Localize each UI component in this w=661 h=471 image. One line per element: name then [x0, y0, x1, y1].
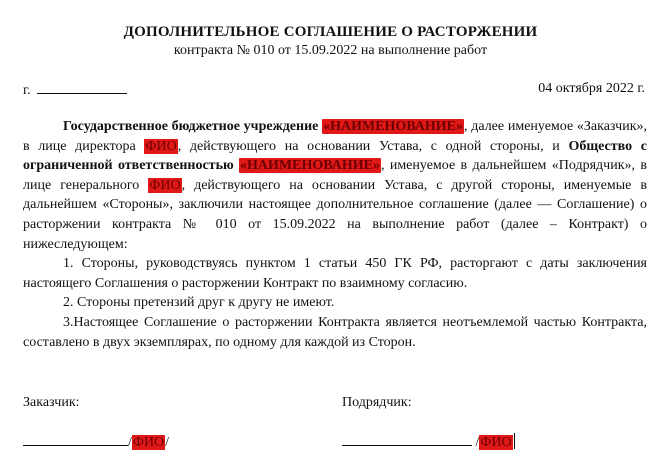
- document-body: [23, 117, 647, 352]
- parties-paragraph: [23, 117, 647, 254]
- text-cursor: [514, 433, 516, 449]
- customer-org-type: Государственное бюджетное учреждение: [63, 119, 319, 134]
- contractor-org-name-redacted: «НАИМЕНОВАНИЕ»: [240, 158, 380, 174]
- contractor-signature-blank[interactable]: [342, 431, 472, 446]
- parties-text-2: , действующего на основании Устава, с одной стороны, и: [177, 138, 560, 154]
- city-line: [23, 81, 127, 99]
- customer-signature-blank[interactable]: [23, 431, 128, 446]
- city-blank[interactable]: [37, 81, 127, 94]
- city-prefix: г.: [23, 83, 31, 98]
- document-date: 04 октября 2022 г.: [538, 81, 645, 96]
- customer-slash-open: /: [128, 435, 132, 450]
- clause-1: 1. Стороны, руководствуясь пунктом 1 статьи 450 ГК РФ, расторгают с даты заключения настоящего Соглашения о расторжении Контракт по взаимному согласию.: [23, 256, 647, 291]
- customer-signature-line: [23, 431, 169, 451]
- customer-signature-label: Заказчик:: [23, 395, 80, 410]
- contractor-slash-open: /: [475, 435, 480, 450]
- parties-text-4: , действующего на основании Устава, с другой стороны, именуемые в дальнейшем «Стороны», заключили настоящее дополнительное соглашение (далее — Соглашение) о расторжении контракта № 010 от 15.09.2022 на выполнение работ (далее – Контракт) о нижеследующем:: [23, 177, 647, 252]
- clause-2: 2. Стороны претензий друг к другу не имеют.: [63, 295, 335, 311]
- clause-3: 3.Настоящее Соглашение о расторжении Контракта является неотъемлемой частью Контракта, составлено в двух экземплярах, по одному для каждой из Сторон.: [23, 314, 647, 350]
- customer-org-name-redacted: «НАИМЕНОВАНИЕ»: [323, 119, 464, 134]
- document-title: ДОПОЛНИТЕЛЬНОЕ СОГЛАШЕНИЕ О РАСТОРЖЕНИИ: [123, 24, 538, 40]
- contractor-fio-redacted: ФИО: [480, 435, 512, 450]
- contractor-signature-line: [342, 431, 515, 451]
- contractor-signature-label: Подрядчик:: [342, 395, 412, 410]
- customer-fio-redacted: ФИО: [132, 435, 165, 450]
- customer-slash-close: /: [165, 435, 170, 450]
- parties-text-1: , далее именуемое «Заказчик», в лице директора: [23, 119, 648, 154]
- parties-text-3: , именуемое в дальнейшем «Подрядчик», в лице генерального: [23, 158, 647, 193]
- contractor-director-fio-redacted: ФИО: [149, 177, 181, 193]
- customer-director-fio-redacted: ФИО: [145, 138, 177, 154]
- document-subtitle: контракта № 010 от 15.09.2022 на выполнение работ: [173, 43, 488, 58]
- contractor-org-type: Общество с ограниченной ответственностью: [23, 138, 648, 174]
